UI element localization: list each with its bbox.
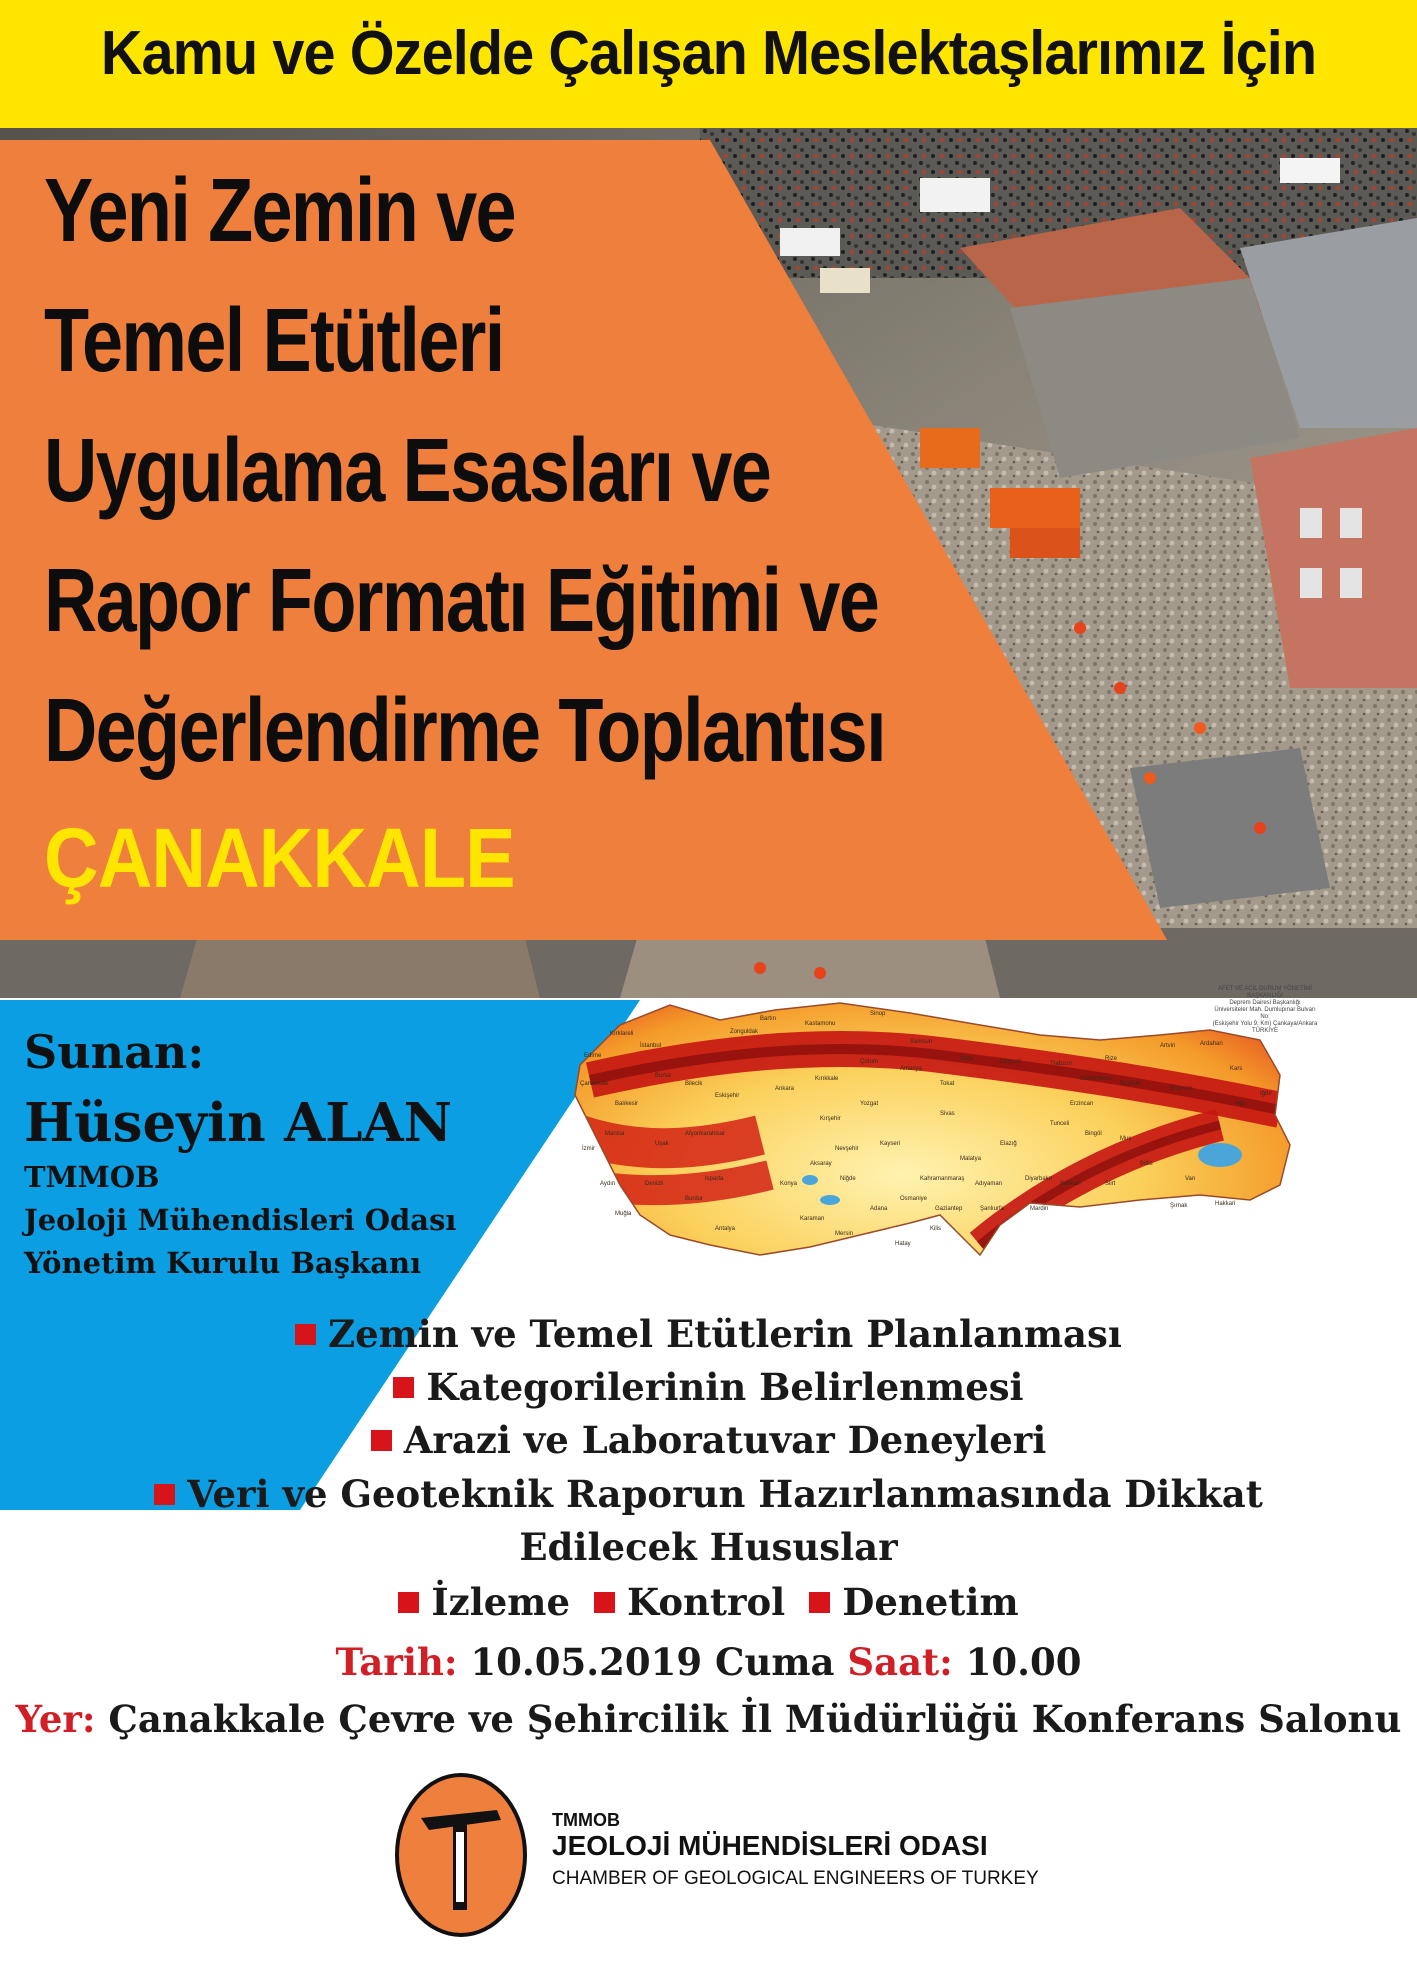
- place-label: Yer:: [15, 1697, 96, 1741]
- province-label: Antalya: [715, 1226, 736, 1232]
- province-label: Uşak: [655, 1141, 669, 1147]
- map-credit-line: AFET VE ACİL DURUM YÖNETİMİ BAŞKANLIĞI: [1218, 986, 1312, 999]
- province-label: Hakkari: [1215, 1201, 1236, 1207]
- province-label: Tokat: [940, 1081, 955, 1087]
- province-label: Adana: [870, 1206, 888, 1212]
- province-label: Konya: [780, 1181, 798, 1187]
- province-label: Ordu: [960, 1056, 974, 1062]
- province-label: Ardahan: [1200, 1041, 1223, 1047]
- red-square-bullet-icon: [809, 1592, 830, 1613]
- province-label: Batman: [1060, 1181, 1081, 1187]
- map-credit-line: Üniversiteler Mah. Dumlupınar Bulvarı No:: [1214, 1007, 1316, 1020]
- logo-line-english: CHAMBER OF GEOLOGICAL ENGINEERS OF TURKEY: [552, 1868, 1039, 1889]
- province-label: Gümüşhane: [1080, 1076, 1113, 1082]
- province-label: Bayburt: [1120, 1081, 1141, 1087]
- map-credit-line: Deprem Dairesi Başkanlığı: [1229, 1000, 1301, 1006]
- province-label: Diyarbakır: [1025, 1176, 1053, 1182]
- province-label: Muş: [1120, 1136, 1132, 1142]
- province-label: Sinop: [870, 1011, 886, 1017]
- province-label: Gaziantep: [935, 1206, 963, 1212]
- province-label: Tunceli: [1050, 1121, 1070, 1127]
- province-label: Amasya: [900, 1066, 922, 1072]
- province-label: Trabzon: [1050, 1061, 1072, 1067]
- topic-item: [0, 1472, 1417, 1516]
- province-label: Kilis: [930, 1226, 942, 1232]
- title-line-4: Rapor Formatı Eğitimi ve: [44, 551, 879, 651]
- topic-item-continued: [0, 1525, 1417, 1569]
- province-label: Aksaray: [810, 1161, 832, 1167]
- province-label: Samsun: [910, 1039, 933, 1045]
- province-label: Iğdır: [1260, 1091, 1273, 1097]
- presenter-heading: Sunan:: [24, 1025, 205, 1079]
- province-label: Rize: [1105, 1056, 1118, 1062]
- province-label: Aydın: [600, 1181, 616, 1187]
- banner-text: Kamu ve Özelde Çalışan Meslektaşlarımız İçin: [100, 19, 1317, 88]
- province-label: Kastamonu: [805, 1021, 836, 1027]
- province-label: Erzurum: [1170, 1086, 1193, 1092]
- province-label: Muğla: [615, 1211, 632, 1217]
- date-value: 10.05.2019 Cuma: [470, 1640, 835, 1684]
- time-value: 10.00: [965, 1640, 1082, 1684]
- province-label: Adıyaman: [975, 1181, 1003, 1187]
- province-label: Osmaniye: [900, 1196, 928, 1202]
- province-label: Yozgat: [860, 1101, 879, 1107]
- province-label: İstanbul: [640, 1043, 662, 1049]
- logo-line-chamber: JEOLOJİ MÜHENDİSLERİ ODASI: [552, 1830, 988, 1861]
- red-square-bullet-icon: [154, 1484, 175, 1505]
- province-label: Kahramanmaraş: [920, 1176, 965, 1182]
- top-banner: [0, 0, 1417, 128]
- province-label: Sivas: [940, 1111, 955, 1117]
- logo-line-tmmob: TMMOB: [552, 1810, 620, 1830]
- province-label: Hatay: [895, 1241, 911, 1247]
- province-label: Bursa: [655, 1073, 671, 1079]
- title-line-5: Değerlendirme Toplantısı: [44, 681, 885, 781]
- province-label: Zonguldak: [730, 1029, 759, 1035]
- province-label: Eskişehir: [715, 1093, 740, 1099]
- red-square-bullet-icon: [371, 1430, 392, 1451]
- province-label: Niğde: [840, 1176, 856, 1182]
- presenter-org: TMMOB: [24, 1160, 160, 1194]
- province-label: Van: [1185, 1176, 1196, 1182]
- turkey-earthquake-hazard-map: [560, 985, 1320, 1330]
- presenter-name: Hüseyin ALAN: [24, 1092, 453, 1154]
- province-label: Artvin: [1160, 1043, 1176, 1049]
- province-label: Ağrı: [1235, 1101, 1247, 1107]
- red-square-bullet-icon: [594, 1592, 615, 1613]
- topic-text: Kategorilerinin Belirlenmesi: [426, 1365, 1024, 1409]
- province-label: Edirne: [584, 1053, 602, 1059]
- title-line-2: Temel Etütleri: [44, 291, 504, 391]
- province-label: Kırklareli: [610, 1031, 634, 1037]
- province-label: Kars: [1230, 1066, 1243, 1072]
- red-square-bullet-icon: [295, 1324, 316, 1345]
- control-item: İzleme: [431, 1580, 570, 1624]
- province-label: İzmir: [582, 1146, 595, 1152]
- province-label: Ankara: [775, 1086, 795, 1092]
- map-credit: [1210, 986, 1320, 1035]
- province-label: Mardin: [1030, 1206, 1049, 1212]
- province-label: Şanlıurfa: [980, 1206, 1005, 1212]
- title-line-3: Uygulama Esasları ve: [44, 421, 771, 521]
- province-label: Mersin: [835, 1231, 854, 1237]
- province-label: Kayseri: [880, 1141, 901, 1147]
- control-item: Kontrol: [626, 1580, 786, 1624]
- control-item: Denetim: [842, 1580, 1019, 1624]
- hazard-map-svg: [560, 985, 1320, 1330]
- province-label: Manisa: [605, 1131, 625, 1137]
- place-value: Çanakkale Çevre ve Şehircilik İl Müdürlüğü Konferans Salonu: [108, 1697, 1402, 1741]
- province-label: Bingöl: [1085, 1131, 1102, 1137]
- province-label: Balıkesir: [615, 1101, 639, 1107]
- province-label: Nevşehir: [835, 1146, 859, 1152]
- red-square-bullet-icon: [398, 1592, 419, 1613]
- province-label: Giresun: [1000, 1059, 1022, 1065]
- topic-item: [0, 1365, 1417, 1409]
- topic-item: [0, 1418, 1417, 1462]
- province-label: Afyonkarahisar: [685, 1131, 726, 1137]
- date-time-line: [0, 1640, 1417, 1684]
- province-label: Malatya: [960, 1156, 982, 1162]
- presenter-role: Yönetim Kurulu Başkanı: [24, 1246, 422, 1280]
- time-label: Saat:: [847, 1640, 953, 1684]
- place-line: [0, 1697, 1417, 1741]
- title-line-1: Yeni Zemin ve: [44, 161, 515, 261]
- province-label: Bitlis: [1140, 1161, 1153, 1167]
- province-label: Kırşehir: [820, 1116, 841, 1122]
- date-label: Tarih:: [335, 1640, 458, 1684]
- province-label: Siirt: [1105, 1181, 1116, 1187]
- topic-text: Arazi ve Laboratuvar Deneyleri: [403, 1418, 1047, 1462]
- province-label: Isparta: [705, 1176, 724, 1182]
- controls-row: [0, 1580, 1417, 1624]
- topic-item: [0, 1312, 1417, 1356]
- province-label: Erzincan: [1070, 1101, 1094, 1107]
- topic-text: Veri ve Geoteknik Raporun Hazırlanmasında Dikkat: [187, 1472, 1263, 1516]
- presenter-chamber: Jeoloji Mühendisleri Odası: [24, 1203, 457, 1237]
- city-title: ÇANAKKALE: [44, 811, 515, 905]
- province-label: Kırıkkale: [815, 1076, 839, 1082]
- map-credit-line: (Eskişehir Yolu 9. Km) Çankaya/Ankara TÜRKİYE: [1212, 1021, 1318, 1034]
- province-label: Burdur: [685, 1196, 704, 1202]
- province-label: Bartın: [760, 1016, 777, 1022]
- province-label: Elazığ: [1000, 1141, 1017, 1147]
- province-label: Denizli: [645, 1181, 664, 1187]
- jmo-logo-icon: [391, 1770, 531, 1940]
- province-label: Karaman: [800, 1216, 825, 1222]
- province-label: Şırnak: [1170, 1203, 1188, 1209]
- province-label: Çanakkale: [580, 1081, 609, 1087]
- province-label: Bilecik: [685, 1081, 703, 1087]
- topic-text: Edilecek Hususlar: [519, 1525, 898, 1569]
- red-square-bullet-icon: [393, 1377, 414, 1398]
- topic-text: Zemin ve Temel Etütlerin Planlanması: [328, 1312, 1122, 1356]
- province-label: Çorum: [860, 1059, 879, 1065]
